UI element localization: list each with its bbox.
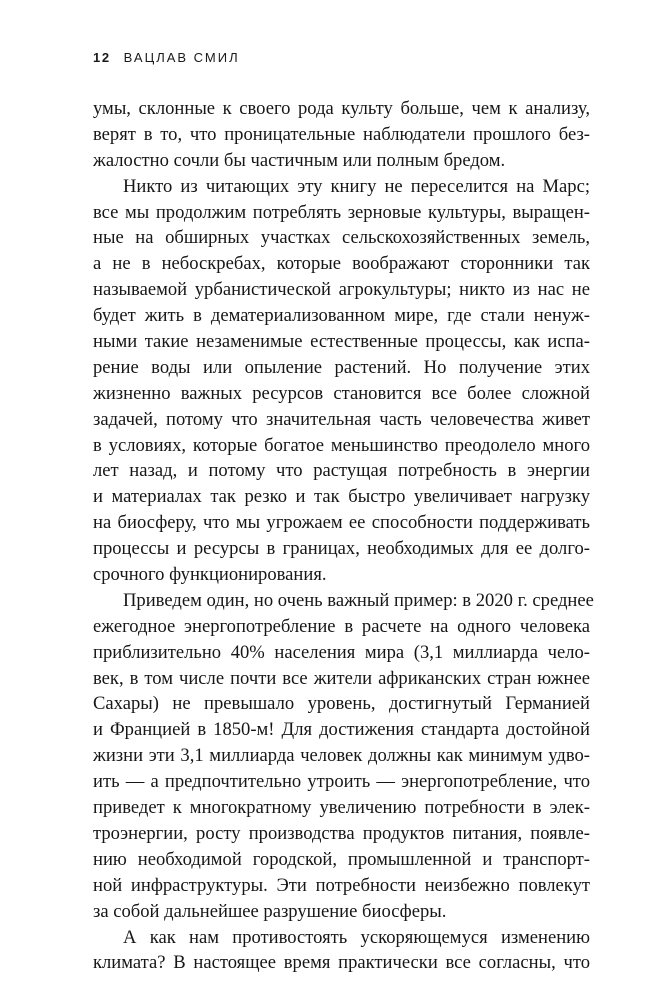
paragraph-2-line-7: ными такие незаменимые естественные процессы, как испа- <box>93 331 590 353</box>
running-head <box>93 50 240 65</box>
body-text <box>93 96 594 976</box>
paragraph-3-line-8: ить — а предпочтительно утроить — энергопотребление, что <box>93 771 590 793</box>
paragraph-3-line-4: век, в том числе почти все жители африканских стран южнее <box>93 667 590 689</box>
paragraph-2-line-14: на биосферу, что мы угрожаем ее способности поддерживать <box>93 512 590 534</box>
paragraph-2-line-9: жизненно важных ресурсов становится все более сложной <box>93 382 590 404</box>
paragraph-3-line-10: троэнергии, росту производства продуктов питания, появле- <box>93 822 590 844</box>
paragraph-2-line-16: срочного функционирования. <box>93 564 327 586</box>
paragraph-2-line-4: а не в небоскребах, которые воображают сторонники так <box>93 253 590 275</box>
paragraph-2-line-3: ные на обширных участках сельскохозяйственных земель, <box>93 227 590 249</box>
paragraph-2-line-12: лет назад, и потому что растущая потребность в энергии <box>93 460 590 482</box>
paragraph-1-line-3: жалостно сочли бы частичным или полным бредом. <box>93 149 506 171</box>
paragraph-2-line-1: Никто из читающих эту книгу не переселится на Марс; <box>123 175 590 197</box>
paragraph-3-line-13: за собой дальнейшее разрушение биосферы. <box>93 900 447 922</box>
paragraph-1-line-1: умы, склонные к своего рода культу больше, чем к анализу, <box>93 98 590 119</box>
paragraph-2-line-11: в условиях, которые богатое меньшинство преодолело много <box>93 434 590 456</box>
paragraph-3-line-7: жизни эти 3,1 миллиарда человек должны как минимум удво- <box>93 745 590 767</box>
paragraph-2-line-8: рение воды или опыление растений. Но получение этих <box>93 356 590 378</box>
paragraph-2-line-6: будет жить в дематериализованном мире, где стали ненуж- <box>93 305 590 327</box>
paragraph-2-line-5: называемой урбанистической агрокультуры; никто из нас не <box>93 279 590 301</box>
paragraph-3-line-1: Приведем один, но очень важный пример: в 2020 г. среднее <box>123 589 594 611</box>
paragraph-4-line-1: А как нам противостоять ускоряющемуся изменению <box>123 926 590 948</box>
paragraph-3-line-2: ежегодное энергопотребление в расчете на одного человека <box>93 615 590 637</box>
paragraph-4-line-2: климата? В настоящее время практически все согласны, что <box>93 952 590 974</box>
paragraph-2-line-13: и материалах так резко и так быстро увеличивает нагрузку <box>93 486 590 508</box>
paragraph-1-line-2: верят в то, что проницательные наблюдатели прошлого без- <box>93 123 590 145</box>
paragraph-3-line-12: ной инфраструктуры. Эти потребности неизбежно повлекут <box>93 874 590 896</box>
paragraph-2-line-2: все мы продолжим потреблять зерновые культуры, выращен- <box>93 201 590 223</box>
paragraph-3-line-6: и Францией в 1850-м! Для достижения стандарта достойной <box>93 719 590 741</box>
paragraph-3-line-9: приведет к многократному увеличению потребности в элек- <box>93 797 590 819</box>
page-number: 12 <box>93 50 111 65</box>
paragraph-2-line-10: задачей, потому что значительная часть человечества живет <box>93 408 590 430</box>
paragraph-3-line-5: Сахары) не превышало уровень, достигнутый Германией <box>93 693 590 715</box>
paragraph-2-line-15: процессы и ресурсы в границах, необходимых для ее долго- <box>93 538 590 560</box>
author-name: ВАЦЛАВ СМИЛ <box>123 50 240 65</box>
paragraph-3-line-3: приблизительно 40% населения мира (3,1 миллиарда чело- <box>93 641 590 663</box>
paragraph-3-line-11: нию необходимой городской, промышленной и транспорт- <box>93 848 590 870</box>
